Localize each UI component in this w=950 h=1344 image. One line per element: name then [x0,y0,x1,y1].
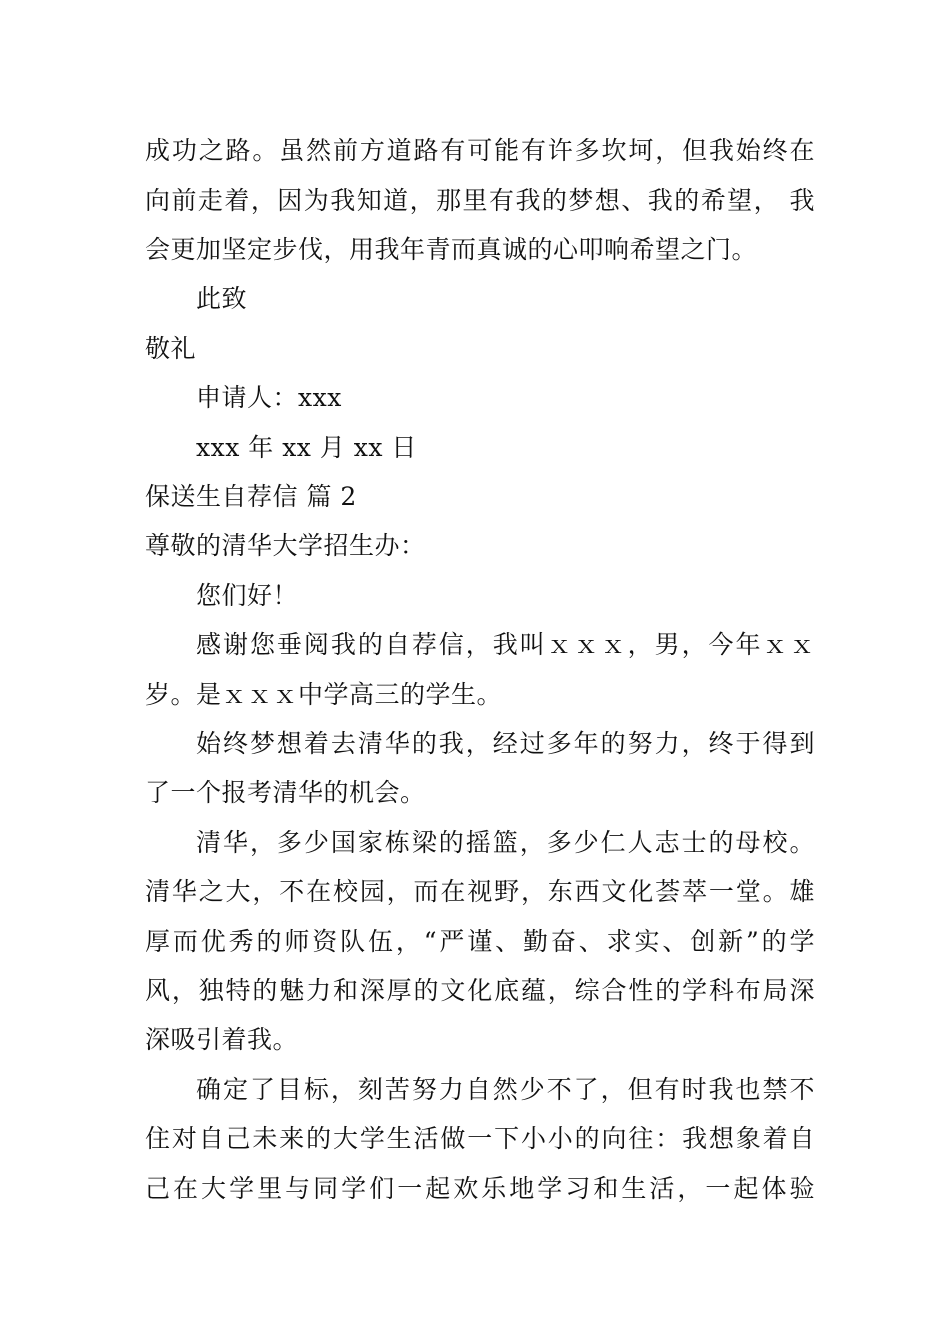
body-text-line: 了一个报考清华的机会。 [145,778,426,807]
body-text-line: 深吸引着我。 [145,1025,299,1054]
recipient-greeting: 尊敬的清华大学招生办： [145,531,426,560]
applicant-signature: 申请人：xxx [196,383,342,412]
body-text-line: 清华，多少国家栋梁的摇篮，多少仁人志士的母校。 [196,828,815,857]
body-text-line: 风，独特的魅力和深厚的文化底蕴，综合性的学科布局深 [145,976,815,1005]
body-text-line: 住对自己未来的大学生活做一下小小的向往：我想象着自 [145,1124,815,1153]
body-text-line: 清华之大，不在校园，而在视野，东西文化荟萃一堂。雄 [145,877,815,906]
section-title: 保送生自荐信 篇 2 [145,482,357,511]
greeting-line: 您们好！ [196,581,299,610]
body-text-line: 感谢您垂阅我的自荐信，我叫ｘｘｘ，男，今年ｘｘ [196,630,815,659]
body-text-line: 始终梦想着去清华的我，经过多年的努力，终于得到 [196,729,815,758]
body-text-line: 会更加坚定步伐，用我年青而真诚的心叩响希望之门。 [145,235,758,264]
body-text-line: 己在大学里与同学们一起欢乐地学习和生活，一起体验 [145,1174,815,1203]
body-text-line: 向前走着，因为我知道，那里有我的梦想、我的希望， 我 [145,186,815,215]
body-text-line: 确定了目标，刻苦努力自然少不了，但有时我也禁不 [196,1075,815,1104]
closing-salutation: 此致 [196,284,248,313]
body-text-line: 厚而优秀的师资队伍，“严谨、勤奋、求实、创新”的学 [145,927,815,956]
body-text-line: 岁。是ｘｘｘ中学高三的学生。 [145,680,503,709]
letter-date: xxx 年 xx 月 xx 日 [196,433,417,462]
closing-regards: 敬礼 [145,334,197,363]
body-text-line: 成功之路。虽然前方道路有可能有许多坎坷，但我始终在 [145,136,815,165]
